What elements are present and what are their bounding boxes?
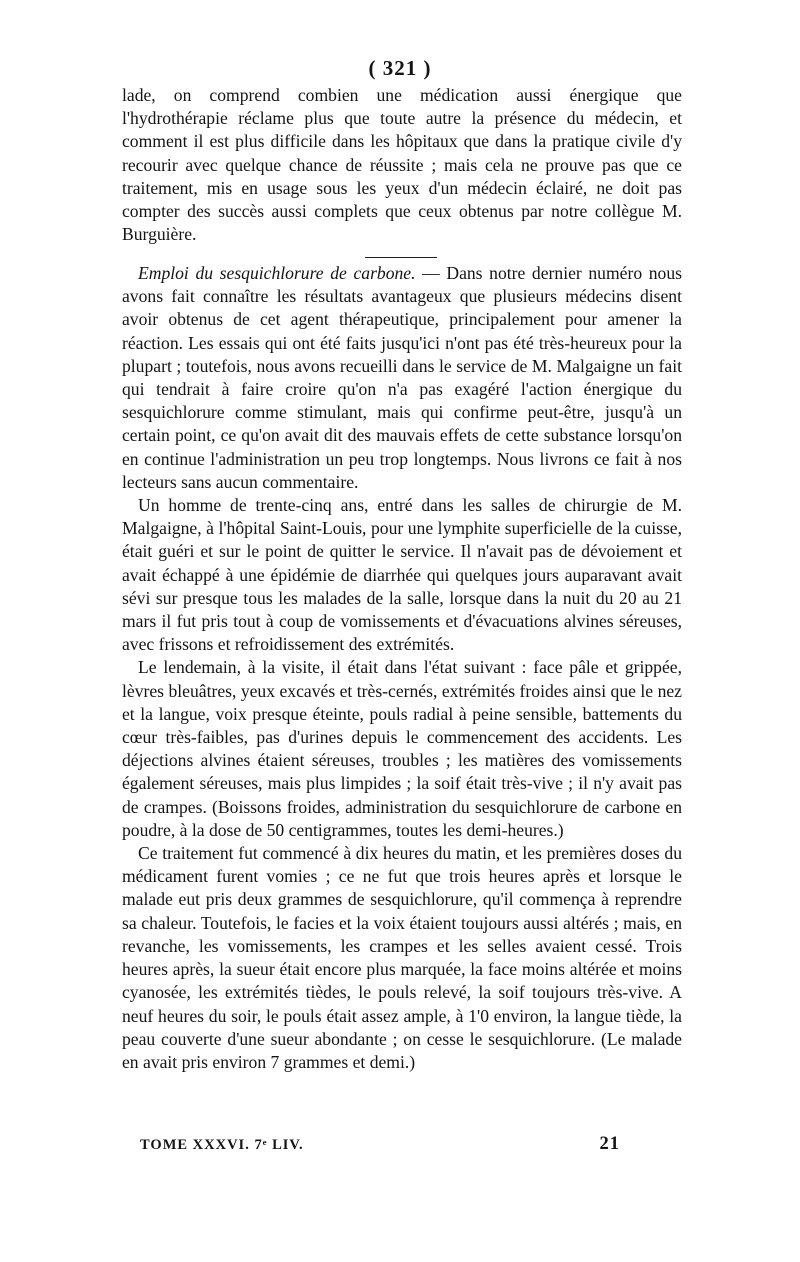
- section-title: Emploi du sesquichlorure de carbone.: [138, 263, 416, 283]
- body-paragraph-treatment: Ce traitement fut commencé à dix heures du matin, et les premières doses du médicament furent vomies ; ce ne fut que trois heures après et lorsque le malade eut pris deux grammes de sesquichlorure, qu'il commença à reprendre sa chaleur. Toutefois, le facies et la voix étaient toujours aussi altérés ; mais, en revanche, les vomissements, les crampes et les selles avaient cessé. Trois heures après, la sueur était encore plus marquée, la face moins altérée et moins cyanosée, les extrémités tièdes, le pouls relevé, la soif toujours très-vive. A neuf heures du soir, le pouls était assez ample, à 1'0 environ, la langue tiède, la peau couverte d'une sueur abondante ; on cesse le sesquichlorure. (Le malade en avait pris environ 7 grammes et demi.): [122, 843, 682, 1072]
- body-paragraph-symptoms: Le lendemain, à la visite, il était dans l'état suivant : face pâle et grippée, lèvres bleuâtres, yeux excavés et très-cernés, extrémités froides ainsi que le nez et la langue, voix presque éteinte, pouls radial à peine sensible, battements du cœur très-faibles, pas d'urines depuis le commencement des accidents. Les déjections alvines étaient séreuses, troubles ; les matières des vomissements également séreuses, mais plus limpides ; la soif était très-vive ; il n'y avait pas de crampes. (Boissons froides, administration du sesquichlorure de carbone en poudre, à la dose de 50 centigrammes, toutes les demi-heures.): [122, 657, 682, 840]
- footer-signature-number: 21: [599, 1134, 620, 1154]
- body-paragraph-case-history: Un homme de trente-cinq ans, entré dans les salles de chirurgie de M. Malgaigne, à l'hôpital Saint-Louis, pour une lymphite superficielle de la cuisse, était guéri et sur le point de quitter le service. Il n'avait pas de dévoiement et avait échappé à une épidémie de diarrhée qui quelques jours auparavant avait sévi sur presque tous les malades de la salle, lorsque dans la nuit du 20 au 21 mars il fut pris tout à coup de vomissements et d'évacuations alvines séreuses, avec frissons et refroidissement des extrémités.: [122, 495, 682, 655]
- section-intro-paragraph: [122, 262, 682, 494]
- section-intro-text: — Dans notre dernier numéro nous avons fait connaître les résultats avantageux que plusieurs médecins disent avoir obtenus de cet agent thérapeutique, principalement pour amener la réaction. Les essais qui ont été faits jusqu'ici n'ont pas été très-heureux pour la plupart ; toutefois, nous avons recueilli dans le service de M. Malgaigne un fait qui tendrait à faire croire qu'on n'a pas exagéré l'action énergique du sesquichlorure comme stimulant, mais qui confirme peut-être, jusqu'à un certain point, ce qu'on avait dit des mauvais effets de cette substance lorsqu'on en continue l'administration un peu trop longtemps. Nous livrons ce fait à nos lecteurs sans aucun commentaire.: [122, 263, 682, 492]
- section-text-block: [122, 262, 682, 1074]
- page-number: ( 321 ): [368, 56, 432, 80]
- section-divider: [365, 257, 437, 258]
- footer-tome-label: TOME XXXVI. 7ᵉ LIV.: [140, 1137, 304, 1153]
- continuation-paragraph: lade, on comprend combien une médication aussi énergique que l'hydrothérapie réclame plus que toute autre la présence du médecin, et comment il est plus difficile dans les hôpitaux que dans la pratique civile d'y recourir avec quelque chance de réussite ; mais cela ne prouve pas que ce traitement, mis en usage sous les yeux d'un médecin éclairé, ne doit pas compter des succès aussi complets que ceux obtenus par notre collègue M. Burguière.: [122, 85, 682, 245]
- continuation-text-block: [122, 84, 682, 246]
